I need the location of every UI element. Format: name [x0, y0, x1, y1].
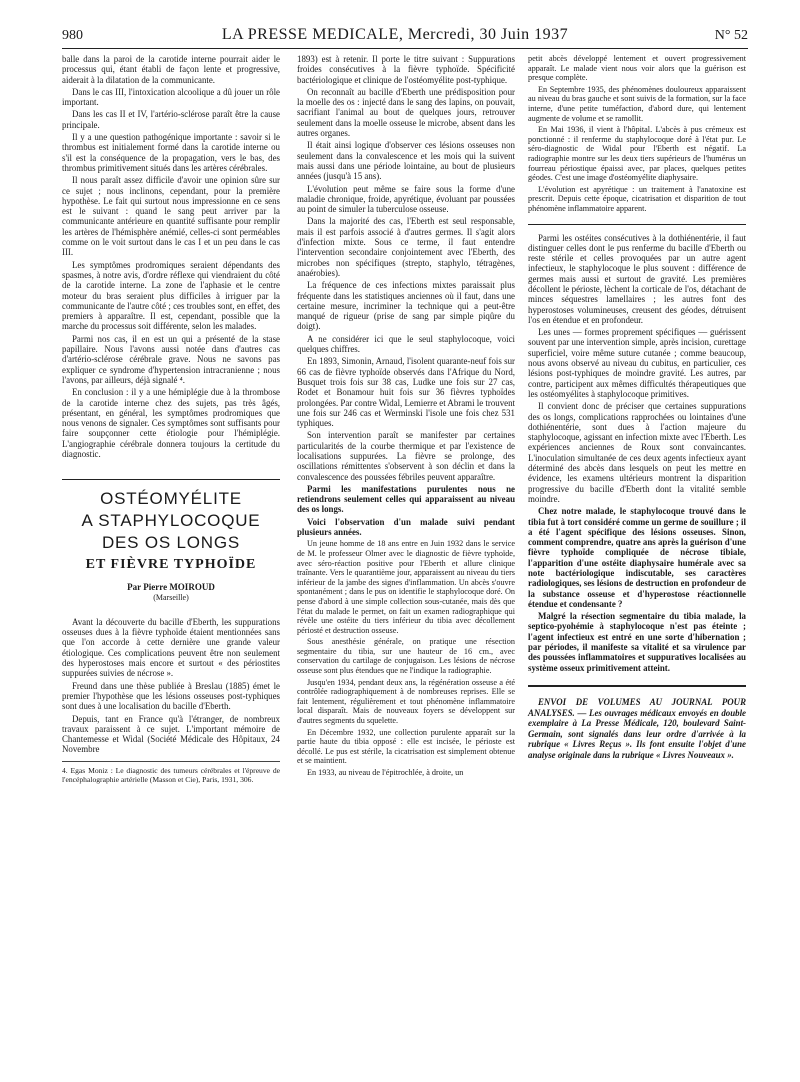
journal-title: LA PRESSE MEDICALE, Mercredi, 30 Juin 1937 — [221, 26, 569, 43]
paragraph: On reconnaît au bacille d'Eberth une prédisposition pour la moelle des os : injecté dans le sang des lapins, on pouvait, sacrifiant l'animal au bout de quelques jours, retrouver seulement dans la moelle osseuse le microbe, absent dans les autres organes. — [297, 86, 515, 139]
paragraph: Chez notre malade, le staphylocoque trouvé dans le tibia fut à tort considéré comme un germe de souillure ; il a été l'agent spécifique des lésions osseuses. Sinon, comment comprendre, quatre ans après la guérison d'une fièvre typhoïde compliquée de nécrose tibiale, l'apparition d'une ostéite diaphysaire humérale avec sa note bactériologique indiscutable, ses caractères radiologiques, ses lésions de destruction en profondeur de la substance osseuse et d'hyperostose réactionnelle étendue et condensante ? — [528, 506, 746, 609]
observation-paragraph: L'évolution est apyrétique : un traitement à l'anatoxine est prescrit. Depuis cette époque, cicatrisation et disparition de tout phénomène inflammatoire apparent. — [528, 184, 746, 213]
divider — [528, 224, 746, 225]
paragraph: Il nous paraît assez difficile d'avoir une opinion sûre sur ce sujet ; nous inclinons, cependant, pour la première hypothèse. Le fait qui surtout nous impressionne en ce sens est le suivant : quand le sang peut arriver par la communicante antérieure en quantité suffisante pour remplir les artères de l'hémisphère anémié, celles-ci sont perméables comme on le voit surtout dans le cas I et un peu dans le cas III. — [62, 175, 280, 258]
article-title-line: DES OS LONGS — [101, 533, 241, 553]
paragraph: Il convient donc de préciser que certaines suppurations des os longs, complications rapprochées ou lointaines d'une dothiénentérie, sont dues à l'action majeure du staphylocoque, agissant en infection mixte avec l'Eberth. Les expériences anciennes de Roux sont convaincantes. L'inoculation simultanée de ces deux agents infectieux ayant déterminé des abcès dans lesquels on peut les mettre en évidence, les examens ultérieurs montrent la disparition progressive du bacille d'Eberth dont la vitalité semble moindre. — [528, 401, 746, 504]
paragraph: 1893) est à retenir. Il porte le titre suivant : Suppurations froides consécutives à la fièvre typhoïde. Spécificité bactériologique et clinique de l'ostéomyélite post-typhique. — [297, 54, 515, 85]
paragraph: En 1893, Simonin, Arnaud, l'isolent quarante-neuf fois sur 66 cas de fièvre typhoïde observés dans l'Afrique du Nord, Busquet trois fois sur 38 cas, Ludke une fois sur 27 cas, Rodet et Bonamour huit fois sur 36 fièvres typhoïdes prolongées. Par contre Widal, Lemierre et Abrami le trouvent une fois sur 246 cas et Werminski l'isole une fois chez 531 typhiques. — [297, 356, 515, 429]
paragraph: Parmi les ostéites consécutives à la dothiénentérie, il faut distinguer celles dont le pus renferme du bacille d'Eberth ou reste stérile et celles provoquées par un autre agent infectieux, le staphylocoque le plus souvent : différence de germes mais aussi et surtout de gravité. Les premières décollent le périoste, lèchent la corticale de l'os, détachant de minces séquestres lamellaires ; les autres font des hyperostoses volumineuses, creusent des géodes, détruisent l'os en étendue et en profondeur. — [528, 232, 746, 325]
observation-paragraph: Un jeune homme de 18 ans entre en Juin 1932 dans le service de M. le professeur Olmer avec le diagnostic de fièvre typhoïde, avec séro-réaction positive pour l'Eberth et allure clinique traînante. Vers le quarantième jour, apparaissent au niveau du tiers inférieur de la jambe des signes d'inflammation. Un abcès s'ouvre spontanément ; dans le pus on identifie le staphylocoque doré. On pense d'abord à une simple collection sous-cutanée, mais dès que l'état du malade le permet, on fait un examen radiographique qui révèle une ostéite du tiers inférieur du tibia avec décollement périosté et destruction osseuse. — [297, 539, 515, 635]
page-number: 980 — [62, 28, 83, 43]
paragraph: Dans la majorité des cas, l'Eberth est seul responsable, mais il est parfois associé à d'autres germes. Il s'agit alors d'infection mixte. Sous ce terme, il faut entendre l'intervention secondaire conjointement avec l'Eberth, des microbes non spécifiques (strepto, staphylo, tétragènes, anaérobies). — [297, 216, 515, 278]
observation-paragraph: En Septembre 1935, des phénomènes douloureux apparaissent au niveau du bras gauche et sont suivis de la formation, sur la face interne, d'une petite tuméfaction, d'abord dure, qui lentement augmente de volume et se ramollit. — [528, 84, 746, 123]
issue-number: N° 52 — [714, 28, 748, 43]
observation-paragraph: Sous anesthésie générale, on pratique une résection segmentaire du tibia, sur une hauteur de 16 cm., avec conservation du cartilage de conjugaison. Les lésions de nécrose osseuse sont plus étendues que ne l'indique la radiographie. — [297, 637, 515, 676]
paragraph: Il était ainsi logique d'observer ces lésions osseuses non seulement dans la convalescence et les mois qui la suivent mais aussi dans une période lointaine, au bout de plusieurs années (jusqu'à 15 ans). — [297, 140, 515, 182]
paragraph: Avant la découverte du bacille d'Eberth, les suppurations osseuses dues à la fièvre typhoïde étaient mentionnées sans que l'on accorde à cette dernière une grande valeur étiologique. Ces complications peuvent être non seulement des hyperostoses mais encore et surtout « des périostites suppurées suivies de nécrose ». — [62, 616, 280, 679]
footnote: 4. Egas Moniz : Le diagnostic des tumeurs cérébrales et l'épreuve de l'encéphalographie artérielle (Masson et Cie), Paris, 1931, 306. — [62, 761, 280, 784]
paragraph: Il y a une question pathogénique importante : savoir si le thrombus est initialement formé dans la carotide interne ou s'il est la conséquence de la propagation, vers le bas, des thrombus primitivement situés dans les artères cérébrales. — [62, 132, 280, 173]
column-2 — [297, 54, 515, 780]
paragraph: Son intervention paraît se manifester par certaines particularités de la courbe thermique et par l'existence de localisations suppurées. La fièvre se prolonge, des oscillations rémittentes s'observent à son déclin et dans la convalescence des poussées fébriles peuvent apparaître. — [297, 430, 515, 482]
page-header — [62, 26, 748, 49]
article-title-line: ET FIÈVRE TYPHOÏDE — [85, 557, 257, 573]
observation-paragraph: En 1933, au niveau de l'épitrochlée, à droite, un — [307, 768, 464, 778]
paragraph: Depuis, tant en France qu'à l'étranger, de nombreux travaux paraissent à ce sujet. L'important mémoire de Chantemesse et Widal (Société Médicale des Hôpitaux, 24 Novembre — [62, 713, 280, 755]
paragraph: balle dans la paroi de la carotide interne pourrait aider le processus qui, étant établi de façon lente et progressive, aiderait à la dilatation de la communicante. — [62, 54, 280, 85]
journal-notice: ENVOI DE VOLUMES AU JOURNAL POUR ANALYSES. — Les ouvrages médicaux envoyés en double exemplaire à La Presse Médicale, 120, boulevard Saint-Germain, sont signalés dans leur ordre d'arrivée à la rubrique « Livres Reçus ». Ils font ensuite l'objet d'une analyse originale dans la rubrique « Livres Nouveaux ». — [528, 685, 746, 761]
column-3 — [528, 54, 746, 761]
paragraph: Voici l'observation d'un malade suivi pendant plusieurs années. — [297, 516, 515, 538]
paragraph: Dans le cas III, l'intoxication alcoolique a dû jouer un rôle important. — [62, 86, 280, 108]
paragraph: Parmi les manifestations purulentes nous ne retiendrons seulement celles qui apparaissent au niveau des os longs. — [297, 483, 515, 515]
paragraph: Les symptômes prodromiques seraient dépendants des spasmes, à notre avis, d'ordre réflexe qui viendraient du côté de la carotide interne. La zone de l'aphasie et le centre moteur du bras seraient plus difficiles à irriguer par la communicante de l'autre côté ; ces troubles sont, en effet, des premiers à apparaître. Il est, cependant, possible que la marche du processus soit différente, selon les malades. — [62, 259, 280, 332]
paragraph: A ne considérer ici que le seul staphylocoque, voici quelques chiffres. — [297, 333, 515, 355]
paragraph: Parmi nos cas, il en est un qui a présenté de la stase papillaire. Nous l'avons aussi notée dans d'autres cas d'artério-sclérose cérébrale grave. Nous ne savons pas expliquer ce syndrome d'hypertension intracranienne ; nous l'avons, par ailleurs, déjà signalé ⁴. — [62, 333, 280, 385]
article-affiliation: (Marseille) — [153, 592, 189, 602]
article-title-line: A STAPHYLOCOQUE — [81, 511, 261, 531]
paragraph: Dans les cas II et IV, l'artério-sclérose paraît être la cause principale. — [62, 109, 280, 130]
paragraph: Les unes — formes proprement spécifiques — guérissent souvent par une intervention simple, après incision, curettage superficiel, voire même suture cutanée ; comme beaucoup, nous avons observé au niveau du cubitus, en particulier, ces lésions post-typhiques de moindre gravité. Les autres, par contre, participent aux mêmes difficultés thérapeutiques que les ostéomyélites à staphylocoque primitives. — [528, 327, 746, 399]
paragraph: Malgré la résection segmentaire du tibia malade, la septico-pyohémie à staphylocoque n'est pas éteinte ; l'agent infectieux est entré en une sorte d'hibernation ; par périodes, il manifeste sa vitalité et sa virulence par des poussées inflammatoires et suppuratives localisées au système osseux primitivement atteint. — [528, 611, 746, 673]
paragraph: L'évolution peut même se faire sous la forme d'une maladie chronique, froide, apyrétique, évoluant par poussées au point de simuler la tuberculose osseuse. — [297, 183, 515, 215]
observation-paragraph: petit abcès développé lentement et ouvert progressivement apparaît. Le malade vient nous voir alors que la guérison est presque complète. — [528, 54, 746, 83]
column-1 — [62, 54, 280, 784]
observation-paragraph: Jusqu'en 1934, pendant deux ans, la régénération osseuse a été contrôlée radiographiquement à de nombreuses reprises. Elle se fait lentement, régulièrement et tout phénomène inflammatoire local disparaît. Mais de nouveaux foyers se développent sur d'autres segments du squelette. — [297, 677, 515, 726]
observation-paragraph: En Décembre 1932, une collection purulente apparaît sur la partie haute du tibia opposé : elle est incisée, le périoste est décollé. Le pus est stérile, la cicatrisation est simplement obtenue et se maintient. — [297, 727, 515, 766]
paragraph: Freund dans une thèse publiée à Breslau (1885) émet le premier l'hypothèse que les lésions osseuses post-typhiques sont dues à une localisation du bacille d'Eberth. — [62, 680, 280, 712]
paragraph: En conclusion : il y a une hémiplégie due à la thrombose de la carotide interne chez des sujets, pas très âgés, présentant, en général, les symptômes prodromiques que nous venons de signaler. Ces symptômes sont suffisants pour faire soupçonner cette étiologie pour l'hémiplégie. L'angiographie cérébrale donnera toujours la certitude du diagnostic. — [62, 387, 280, 459]
article-title-line: OSTÉOMYÉLITE — [100, 489, 242, 509]
article-title — [62, 479, 280, 576]
paragraph: La fréquence de ces infections mixtes paraissait plus fréquente dans les statistiques anciennes où il faut, dans une certaine mesure, incriminer la technique qui a peut-être manqué de rigueur (prise de sang par simple piqûre du doigt). — [297, 280, 515, 332]
article-byline: Par Pierre MOIROUD — [127, 582, 215, 593]
observation-paragraph: En Mai 1936, il vient à l'hôpital. L'abcès à pus crémeux est ponctionné : il renferme du staphylocoque doré à l'état pur. Le séro-diagnostic de Widal pour l'Eberth est négatif. La radiographie montre sur les deux tiers supérieurs de l'humérus un fourreau périostique épaissi avec, par places, quelques petites géodes. C'est une image d'ostéomyélite diaphysaire. — [528, 125, 746, 183]
